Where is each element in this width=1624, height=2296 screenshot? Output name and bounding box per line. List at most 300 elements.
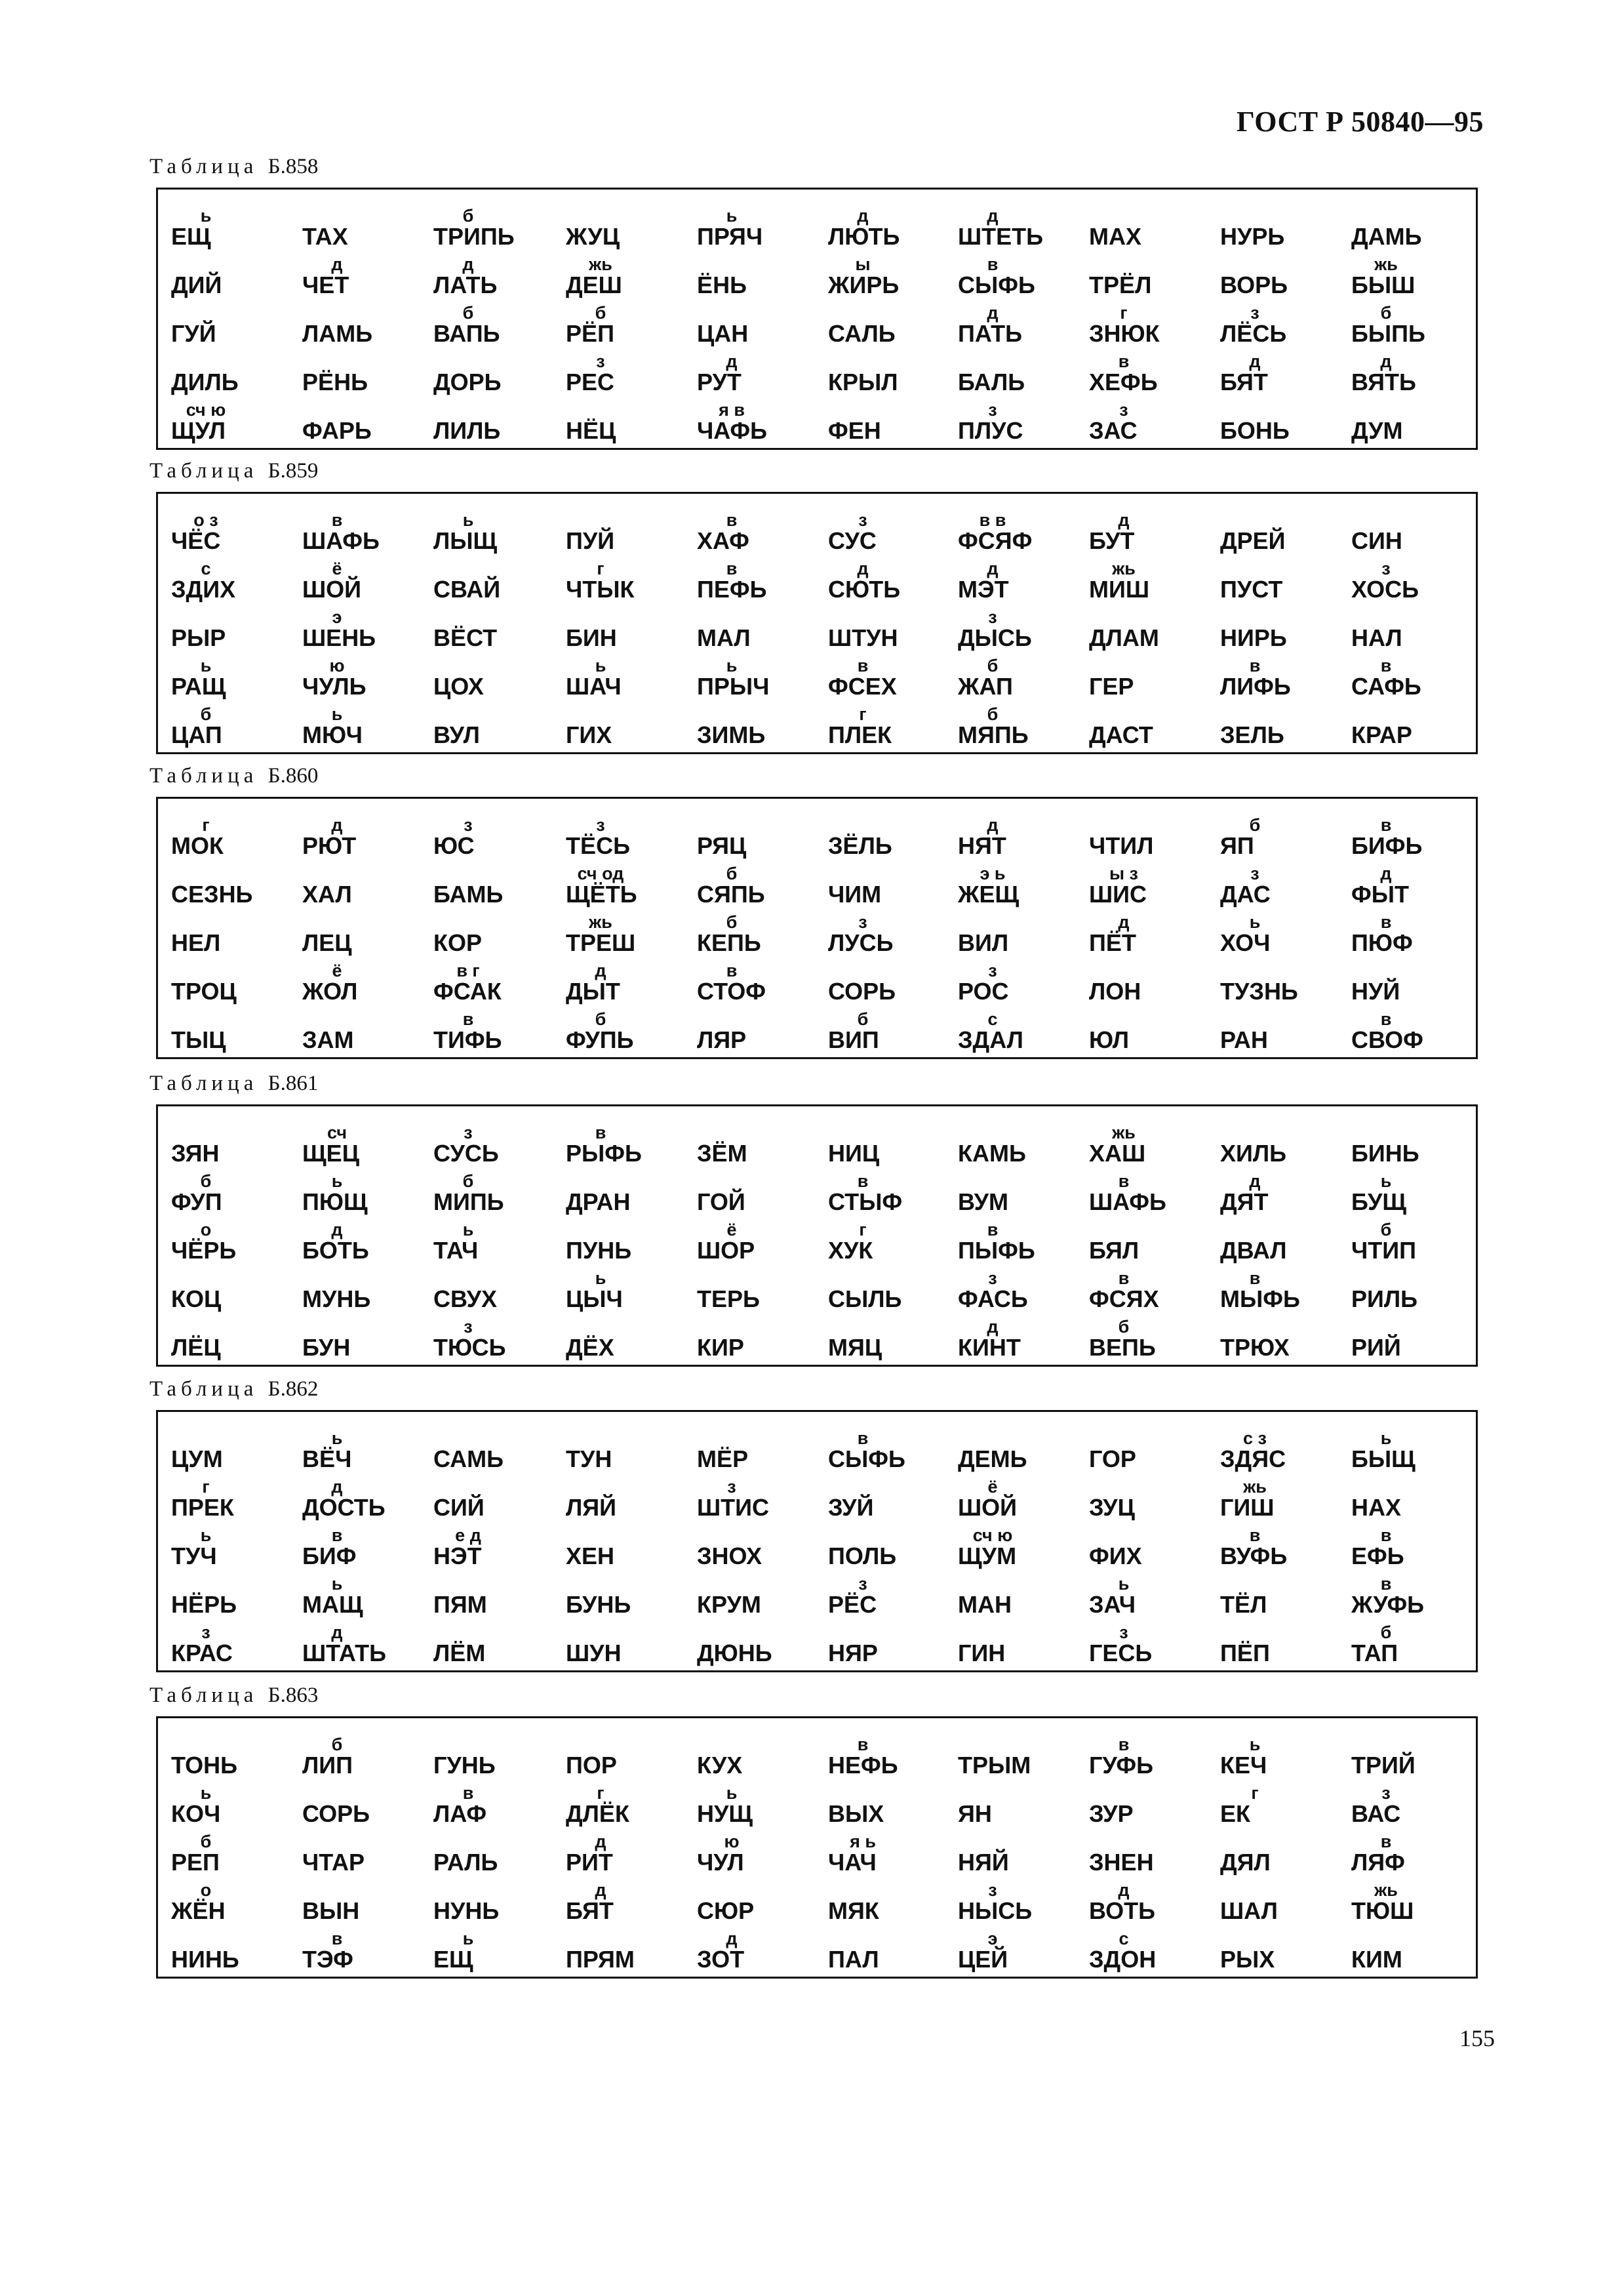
- table-cell: [1212, 348, 1343, 397]
- phoneme-mark: ь: [1118, 1574, 1130, 1594]
- table-row: [158, 701, 1476, 750]
- test-word: РЫР: [171, 624, 226, 651]
- table-row: [158, 1168, 1476, 1217]
- phoneme-mark: з: [596, 352, 605, 371]
- test-word: МУНЬ: [302, 1285, 371, 1312]
- test-word: КЕПЬ: [697, 929, 761, 956]
- table-cell: [1343, 957, 1475, 1006]
- phoneme-mark: жь: [1112, 1123, 1136, 1142]
- test-word: РИТ: [566, 1849, 613, 1876]
- test-word: ЖЁН: [171, 1897, 226, 1924]
- test-word: НЕФЬ: [828, 1752, 898, 1779]
- table-cell: [294, 1168, 426, 1217]
- phoneme-mark: б: [462, 303, 474, 323]
- table-cell: [820, 1619, 951, 1668]
- phoneme-mark: в: [857, 1171, 869, 1191]
- table-cell: [294, 1925, 426, 1974]
- phoneme-mark: в: [1249, 1525, 1261, 1545]
- test-word: ПРЫЧ: [697, 673, 770, 700]
- table-cell: [820, 1425, 951, 1474]
- table-cell: [1081, 1474, 1212, 1522]
- table-cell: [689, 1828, 820, 1877]
- table-cell: [1343, 1006, 1475, 1055]
- test-word: ЗНЮК: [1089, 320, 1160, 347]
- test-word: ЧУЛЬ: [302, 673, 366, 700]
- test-word: ЧЕТ: [302, 272, 349, 298]
- table-cell: [426, 1522, 557, 1571]
- table-cell: [294, 1731, 426, 1780]
- table-row: [158, 1877, 1476, 1925]
- test-word: НЯТ: [958, 832, 1006, 859]
- table-cell: [1343, 653, 1475, 701]
- test-word: ТРИПЬ: [433, 223, 515, 250]
- table-title: [149, 1683, 318, 1708]
- phoneme-mark: в в: [979, 510, 1006, 530]
- phoneme-mark: б: [857, 1009, 869, 1029]
- test-word: ГИН: [958, 1640, 1006, 1666]
- table-cell: [558, 1522, 689, 1571]
- test-word: КОЧ: [171, 1800, 221, 1827]
- phoneme-mark: жь: [589, 912, 612, 932]
- table-cell: [820, 1119, 951, 1168]
- table-cell: [426, 1119, 557, 1168]
- test-word: ТИФЬ: [433, 1026, 502, 1053]
- table-title-number: Б.858: [267, 155, 319, 178]
- table-cell: [294, 397, 426, 445]
- phoneme-mark: з: [858, 912, 867, 932]
- test-word: ШЕНЬ: [302, 624, 376, 651]
- table-cell: [689, 251, 820, 300]
- phoneme-mark: в: [1118, 1735, 1130, 1754]
- test-word: ЛАМЬ: [302, 320, 373, 347]
- test-word: ХОСЬ: [1351, 576, 1419, 603]
- table-cell: [689, 1619, 820, 1668]
- table-cell: [950, 1571, 1081, 1619]
- test-word: ЛЮТЬ: [828, 223, 900, 250]
- test-word: ЧТЫК: [566, 576, 635, 603]
- table-cell: [558, 1780, 689, 1828]
- table-cell: [1212, 1731, 1343, 1780]
- test-word: ПАЛ: [828, 1946, 879, 1973]
- test-word: ЦЕЙ: [958, 1946, 1008, 1973]
- table-row: [158, 653, 1476, 701]
- table-cell: [1212, 1474, 1343, 1522]
- phoneme-mark: з: [727, 1477, 736, 1497]
- test-word: ШТАТЬ: [302, 1640, 386, 1666]
- test-word: ЖУЦ: [566, 223, 620, 250]
- table-row: [158, 507, 1476, 555]
- table-cell: [1081, 1731, 1212, 1780]
- test-word: СЕЗНЬ: [171, 881, 253, 908]
- phoneme-mark: ь: [595, 1268, 606, 1288]
- test-word: ЦОХ: [433, 673, 484, 700]
- phoneme-mark: б: [462, 206, 474, 226]
- table-cell: [558, 909, 689, 957]
- table-cell: [1343, 203, 1475, 251]
- test-word: ФЕН: [828, 417, 881, 444]
- table-cell: [294, 1425, 426, 1474]
- test-word: БЯЛ: [1089, 1237, 1139, 1264]
- test-word: НУРЬ: [1220, 223, 1285, 250]
- table-cell: [820, 555, 951, 604]
- table-cell: [1212, 507, 1343, 555]
- test-word: ХИЛЬ: [1220, 1140, 1287, 1167]
- table-cell: [163, 507, 294, 555]
- table-row: [158, 203, 1476, 251]
- test-word: ЩУМ: [958, 1542, 1017, 1569]
- table-cell: [1212, 1619, 1343, 1668]
- test-word: ДЯТ: [1220, 1188, 1269, 1215]
- table-cell: [950, 653, 1081, 701]
- test-word: ХАФ: [697, 527, 749, 554]
- table-cell: [294, 300, 426, 348]
- phoneme-mark: ь: [595, 656, 606, 675]
- table-cell: [950, 1522, 1081, 1571]
- table-cell: [294, 604, 426, 653]
- phoneme-mark: г: [1251, 1783, 1259, 1803]
- test-word: ДЕМЬ: [958, 1445, 1027, 1472]
- test-word: ФИХ: [1089, 1542, 1142, 1569]
- table-cell: [426, 251, 557, 300]
- phoneme-mark: д: [726, 1929, 738, 1948]
- test-word: ГОЙ: [697, 1188, 745, 1215]
- phoneme-mark: ё: [332, 559, 342, 578]
- test-word: СЮР: [697, 1897, 755, 1924]
- table-cell: [1212, 1877, 1343, 1925]
- test-word: ШАЛ: [1220, 1897, 1278, 1924]
- table-cell: [689, 653, 820, 701]
- test-word: ТЁСЬ: [566, 832, 630, 859]
- table-cell: [950, 812, 1081, 860]
- test-word: КЕЧ: [1220, 1752, 1267, 1779]
- table-cell: [426, 812, 557, 860]
- table-cell: [558, 1168, 689, 1217]
- table-cell: [1212, 555, 1343, 604]
- phoneme-mark: д: [331, 1477, 343, 1497]
- test-word: ПЯМ: [433, 1591, 487, 1618]
- table-cell: [820, 1780, 951, 1828]
- test-word: ЗДИХ: [171, 576, 236, 603]
- test-word: ЯП: [1220, 832, 1254, 859]
- table-title-label: Таблица: [149, 1072, 258, 1095]
- test-word: ДОСТЬ: [302, 1494, 386, 1521]
- table-cell: [689, 397, 820, 445]
- test-word: ЗЁЛЬ: [828, 832, 892, 859]
- test-word: ПЮФ: [1351, 929, 1413, 956]
- table-cell: [820, 507, 951, 555]
- table-cell: [1343, 604, 1475, 653]
- table-cell: [950, 1828, 1081, 1877]
- test-word: ДАМЬ: [1351, 223, 1422, 250]
- table-cell: [950, 507, 1081, 555]
- test-word: ТЫЦ: [171, 1026, 226, 1053]
- test-word: ПРЕК: [171, 1494, 234, 1521]
- table-cell: [1081, 1522, 1212, 1571]
- test-word: ВИЛ: [958, 929, 1009, 956]
- test-word: МЯК: [828, 1897, 879, 1924]
- table-cell: [689, 957, 820, 1006]
- test-word: МИШ: [1089, 576, 1150, 603]
- phoneme-mark: ь: [1249, 1735, 1261, 1754]
- phoneme-mark: сч од: [577, 864, 624, 883]
- phoneme-mark: в: [595, 1123, 606, 1142]
- test-word: ЗАС: [1089, 417, 1138, 444]
- table-cell: [426, 555, 557, 604]
- phoneme-mark: д: [331, 1622, 343, 1642]
- table-cell: [294, 348, 426, 397]
- phoneme-mark: я в: [719, 400, 745, 420]
- table-cell: [163, 1731, 294, 1780]
- phoneme-mark: ь: [1380, 1428, 1392, 1448]
- table-cell: [1081, 1168, 1212, 1217]
- test-word: БЫПЬ: [1351, 320, 1425, 347]
- test-word: ГИХ: [566, 721, 612, 748]
- test-word: ВАПЬ: [433, 320, 500, 347]
- test-word: ТРИЙ: [1351, 1752, 1416, 1779]
- phoneme-mark: ё: [987, 1477, 998, 1497]
- phoneme-mark: б: [1380, 1622, 1392, 1642]
- table-cell: [1343, 397, 1475, 445]
- test-word: ЧТИП: [1351, 1237, 1417, 1264]
- table-cell: [426, 397, 557, 445]
- table-cell: [426, 1425, 557, 1474]
- table-cell: [689, 1522, 820, 1571]
- table-cell: [1343, 812, 1475, 860]
- table-cell: [1343, 1425, 1475, 1474]
- table-cell: [558, 507, 689, 555]
- table-cell: [558, 1425, 689, 1474]
- test-word: ЗДЯС: [1220, 1445, 1286, 1472]
- phoneme-mark: д: [331, 254, 343, 274]
- table-cell: [820, 653, 951, 701]
- table-cell: [558, 1925, 689, 1974]
- phoneme-mark: г: [202, 815, 210, 835]
- table-cell: [1081, 1828, 1212, 1877]
- test-word: МЯЦ: [828, 1334, 882, 1361]
- test-word: ЦЫЧ: [566, 1285, 623, 1312]
- test-word: ЛИП: [302, 1752, 353, 1779]
- table-row: [158, 251, 1476, 300]
- table-cell: [950, 860, 1081, 909]
- table-cell: [820, 812, 951, 860]
- table-cell: [950, 1217, 1081, 1265]
- test-word: РЫФЬ: [566, 1140, 642, 1167]
- phoneme-mark: о з: [193, 510, 218, 530]
- table-cell: [1212, 604, 1343, 653]
- word-table: [156, 797, 1478, 1059]
- phoneme-mark: ё: [332, 961, 342, 980]
- test-word: МИПЬ: [433, 1188, 504, 1215]
- table-cell: [689, 1877, 820, 1925]
- phoneme-mark: б: [200, 1171, 212, 1191]
- table-cell: [163, 251, 294, 300]
- table-cell: [558, 1877, 689, 1925]
- phoneme-mark: ы з: [1109, 864, 1138, 883]
- test-word: ЛАТЬ: [433, 272, 498, 298]
- table-cell: [1343, 348, 1475, 397]
- test-word: РЁНЬ: [302, 369, 368, 395]
- table-cell: [689, 812, 820, 860]
- table-cell: [1343, 1619, 1475, 1668]
- phoneme-mark: б: [1380, 1220, 1392, 1239]
- table-cell: [1081, 300, 1212, 348]
- table-cell: [820, 1006, 951, 1055]
- phoneme-mark: д: [857, 206, 869, 226]
- test-word: НЁЦ: [566, 417, 616, 444]
- test-word: ПРЯЧ: [697, 223, 763, 250]
- test-word: БУНЬ: [566, 1591, 631, 1618]
- test-word: ДЛЁК: [566, 1800, 629, 1827]
- phoneme-mark: б: [200, 704, 212, 724]
- table-cell: [294, 1265, 426, 1314]
- test-word: МАЩ: [302, 1591, 363, 1618]
- table-cell: [1081, 348, 1212, 397]
- phoneme-mark: б: [595, 1009, 606, 1029]
- test-word: СТОФ: [697, 978, 766, 1005]
- test-word: ЛЯФ: [1351, 1849, 1405, 1876]
- test-word: ЯН: [958, 1800, 992, 1827]
- table-cell: [558, 251, 689, 300]
- table-cell: [1081, 1571, 1212, 1619]
- table-title: [149, 764, 318, 788]
- test-word: СВУХ: [433, 1285, 498, 1312]
- test-word: ШАЧ: [566, 673, 622, 700]
- test-word: ЗОТ: [697, 1946, 745, 1973]
- test-word: ДЯЛ: [1220, 1849, 1271, 1876]
- table-cell: [950, 1474, 1081, 1522]
- phoneme-mark: ю: [329, 656, 345, 675]
- test-word: САФЬ: [1351, 673, 1421, 700]
- test-word: ФАРЬ: [302, 417, 372, 444]
- test-word: ПЁП: [1220, 1640, 1270, 1666]
- table-cell: [426, 957, 557, 1006]
- phoneme-mark: д: [1249, 1171, 1261, 1191]
- table-cell: [689, 860, 820, 909]
- table-cell: [950, 1314, 1081, 1362]
- table-cell: [1081, 701, 1212, 750]
- phoneme-mark: ь: [726, 656, 738, 675]
- test-word: ФУПЬ: [566, 1026, 634, 1053]
- test-word: СЯПЬ: [697, 881, 765, 908]
- test-word: НАЛ: [1351, 624, 1402, 651]
- phoneme-mark: ь: [1249, 912, 1261, 932]
- test-word: БУН: [302, 1334, 351, 1361]
- phoneme-mark: з: [1381, 559, 1391, 578]
- table-cell: [1343, 701, 1475, 750]
- test-word: НЫСЬ: [958, 1897, 1033, 1924]
- table-cell: [1343, 1877, 1475, 1925]
- table-cell: [163, 909, 294, 957]
- table-cell: [1081, 1780, 1212, 1828]
- phoneme-mark: г: [859, 704, 867, 724]
- table-cell: [294, 1217, 426, 1265]
- test-word: ЖЕЩ: [958, 881, 1020, 908]
- table-cell: [1212, 1119, 1343, 1168]
- test-word: БАЛЬ: [958, 369, 1025, 395]
- table-row: [158, 1217, 1476, 1265]
- test-word: КАМЬ: [958, 1140, 1026, 1167]
- table-row: [158, 1119, 1476, 1168]
- table-cell: [689, 1780, 820, 1828]
- test-word: ЗНОХ: [697, 1542, 762, 1569]
- table-cell: [426, 300, 557, 348]
- test-word: СИН: [1351, 527, 1402, 554]
- table-cell: [689, 909, 820, 957]
- table-cell: [1081, 397, 1212, 445]
- table-cell: [163, 957, 294, 1006]
- phoneme-mark: в: [1380, 1574, 1392, 1594]
- table-cell: [558, 1006, 689, 1055]
- test-word: НЁРЬ: [171, 1591, 237, 1618]
- test-word: ШОЙ: [958, 1494, 1018, 1521]
- table-cell: [558, 701, 689, 750]
- test-word: БЫЩ: [1351, 1445, 1416, 1472]
- phoneme-mark: г: [1120, 303, 1128, 323]
- test-word: ЛУСЬ: [828, 929, 894, 956]
- table-cell: [820, 1265, 951, 1314]
- phoneme-mark: з: [464, 1123, 473, 1142]
- phoneme-mark: в: [1249, 1268, 1261, 1288]
- phoneme-mark: ь: [200, 1525, 212, 1545]
- table-cell: [558, 957, 689, 1006]
- table-cell: [689, 1168, 820, 1217]
- table-cell: [1212, 653, 1343, 701]
- phoneme-mark: ь: [200, 656, 212, 675]
- test-word: ЕЩ: [171, 223, 211, 250]
- phoneme-mark: з: [988, 961, 997, 980]
- table-cell: [950, 604, 1081, 653]
- table-cell: [426, 1265, 557, 1314]
- table-row: [158, 1571, 1476, 1619]
- table-cell: [558, 1314, 689, 1362]
- table-cell: [950, 909, 1081, 957]
- table-cell: [426, 1571, 557, 1619]
- table-cell: [820, 1168, 951, 1217]
- test-word: ЦАН: [697, 320, 749, 347]
- test-word: РЮТ: [302, 832, 357, 859]
- table-cell: [163, 203, 294, 251]
- phoneme-mark: д: [1380, 352, 1392, 371]
- table-row: [158, 1925, 1476, 1974]
- test-word: ТОНЬ: [171, 1752, 237, 1779]
- table-cell: [163, 1522, 294, 1571]
- table-row: [158, 348, 1476, 397]
- table-cell: [1212, 203, 1343, 251]
- test-word: ЗДОН: [1089, 1946, 1157, 1973]
- table-cell: [820, 251, 951, 300]
- table-cell: [1081, 1877, 1212, 1925]
- test-word: ДИЛЬ: [171, 369, 239, 395]
- table-cell: [558, 653, 689, 701]
- test-word: ПОР: [566, 1752, 617, 1779]
- table-cell: [689, 1474, 820, 1522]
- test-word: МЭТ: [958, 576, 1009, 603]
- test-word: КРАС: [171, 1640, 233, 1666]
- test-word: ЖОЛ: [302, 978, 358, 1005]
- test-word: ТЁЛ: [1220, 1591, 1267, 1618]
- phoneme-mark: в: [331, 510, 343, 530]
- table-cell: [1081, 1619, 1212, 1668]
- phoneme-mark: жь: [1112, 559, 1136, 578]
- table-cell: [558, 300, 689, 348]
- test-word: ВАС: [1351, 1800, 1401, 1827]
- table-cell: [426, 1314, 557, 1362]
- test-word: ЧТАР: [302, 1849, 365, 1876]
- table-cell: [294, 1522, 426, 1571]
- table-cell: [163, 1314, 294, 1362]
- table-cell: [1343, 251, 1475, 300]
- table-cell: [689, 1731, 820, 1780]
